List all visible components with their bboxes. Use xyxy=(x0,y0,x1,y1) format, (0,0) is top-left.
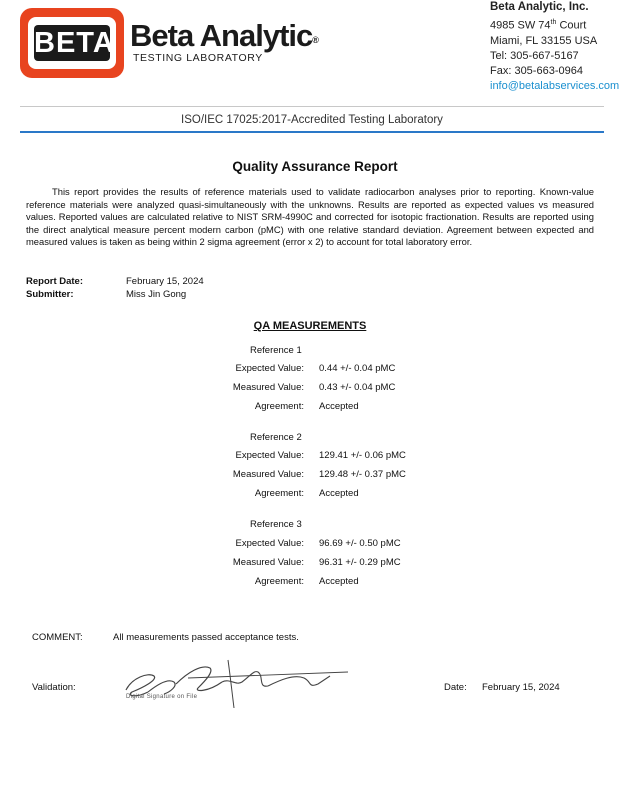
accreditation-divider xyxy=(20,131,604,133)
reference-1-title: Reference 1 xyxy=(250,345,302,356)
ref3-measured-label: Measured Value: xyxy=(232,557,304,568)
address-line2: Miami, FL 33155 USA xyxy=(490,34,598,47)
signature-image xyxy=(118,652,358,712)
report-intro xyxy=(26,186,594,249)
ref2-expected-value: 129.41 +/- 0.06 pMC xyxy=(319,450,406,461)
ref1-expected-label: Expected Value: xyxy=(235,363,304,374)
date-value: February 15, 2024 xyxy=(482,682,560,693)
ref3-expected-value: 96.69 +/- 0.50 pMC xyxy=(319,538,401,549)
header-divider xyxy=(20,106,604,107)
report-intro-text: This report provides the results of reference materials used to validate radiocarbon analyses prior to reporting. Known-value reference materials were analyzed quasi-simultaneously with the unknowns. Results are reported as expected values vs measured values. Reported values are calculated relative to NIST SRM-4990C and corrected for isotopic fractionation. Results are reported using the direct analytical measure percent modern carbon (pMC) with one relative standard deviation. Agreement between expected and measured values is taken as being within 2 sigma agreement (error x 2) to account for total laboratory error. xyxy=(26,186,594,248)
company-tel: Tel: 305-667-5167 xyxy=(490,49,579,62)
comment-label: COMMENT: xyxy=(32,632,83,643)
signature-caption: Digital Signature on File xyxy=(126,694,198,700)
accreditation-line: ISO/IEC 17025:2017-Accredited Testing Laboratory xyxy=(181,114,443,126)
date-label: Date: xyxy=(444,682,467,693)
logo-inner xyxy=(28,17,116,69)
brand-subtitle: TESTING LABORATORY xyxy=(133,52,263,64)
company-info xyxy=(490,0,619,94)
report-title: Quality Assurance Report xyxy=(232,159,398,174)
ref1-expected-value: 0.44 +/- 0.04 pMC xyxy=(319,363,396,374)
company-email-link[interactable]: info@betalabservices.com xyxy=(490,79,620,92)
submitter-value: Miss Jin Gong xyxy=(126,289,187,300)
brand-name xyxy=(130,18,318,54)
ref3-agreement-label: Agreement: xyxy=(254,576,304,587)
qa-section-title: QA MEASUREMENTS xyxy=(253,320,367,332)
report-date-label: Report Date: xyxy=(26,276,84,287)
brand-name-text: Beta Analytic xyxy=(130,18,313,53)
validation-label: Validation: xyxy=(32,682,76,693)
logo xyxy=(20,8,124,78)
submitter-label: Submitter: xyxy=(26,289,74,300)
reference-3-title: Reference 3 xyxy=(250,519,302,530)
address-line1: 4985 SW 74th Court xyxy=(490,19,587,32)
ref1-agreement-value: Accepted xyxy=(319,401,359,412)
report-date-value: February 15, 2024 xyxy=(126,276,204,287)
ref2-expected-label: Expected Value: xyxy=(235,450,304,461)
ref2-agreement-label: Agreement: xyxy=(254,488,304,499)
logo-text: BETA xyxy=(34,27,115,59)
ref3-agreement-value: Accepted xyxy=(319,576,359,587)
ref1-measured-label: Measured Value: xyxy=(232,382,304,393)
registered-mark: ® xyxy=(312,35,318,45)
ref1-measured-value: 0.43 +/- 0.04 pMC xyxy=(319,382,396,393)
ref2-measured-label: Measured Value: xyxy=(232,469,304,480)
reference-2-title: Reference 2 xyxy=(250,432,302,443)
ref3-expected-label: Expected Value: xyxy=(235,538,304,549)
ref3-measured-value: 96.31 +/- 0.29 pMC xyxy=(319,557,401,568)
company-fax: Fax: 305-663-0964 xyxy=(490,64,583,77)
comment-text: All measurements passed acceptance tests. xyxy=(113,632,299,643)
ref2-agreement-value: Accepted xyxy=(319,488,359,499)
company-name: Beta Analytic, Inc. xyxy=(490,1,589,13)
ref1-agreement-label: Agreement: xyxy=(254,401,304,412)
ref2-measured-value: 129.48 +/- 0.37 pMC xyxy=(319,469,406,480)
